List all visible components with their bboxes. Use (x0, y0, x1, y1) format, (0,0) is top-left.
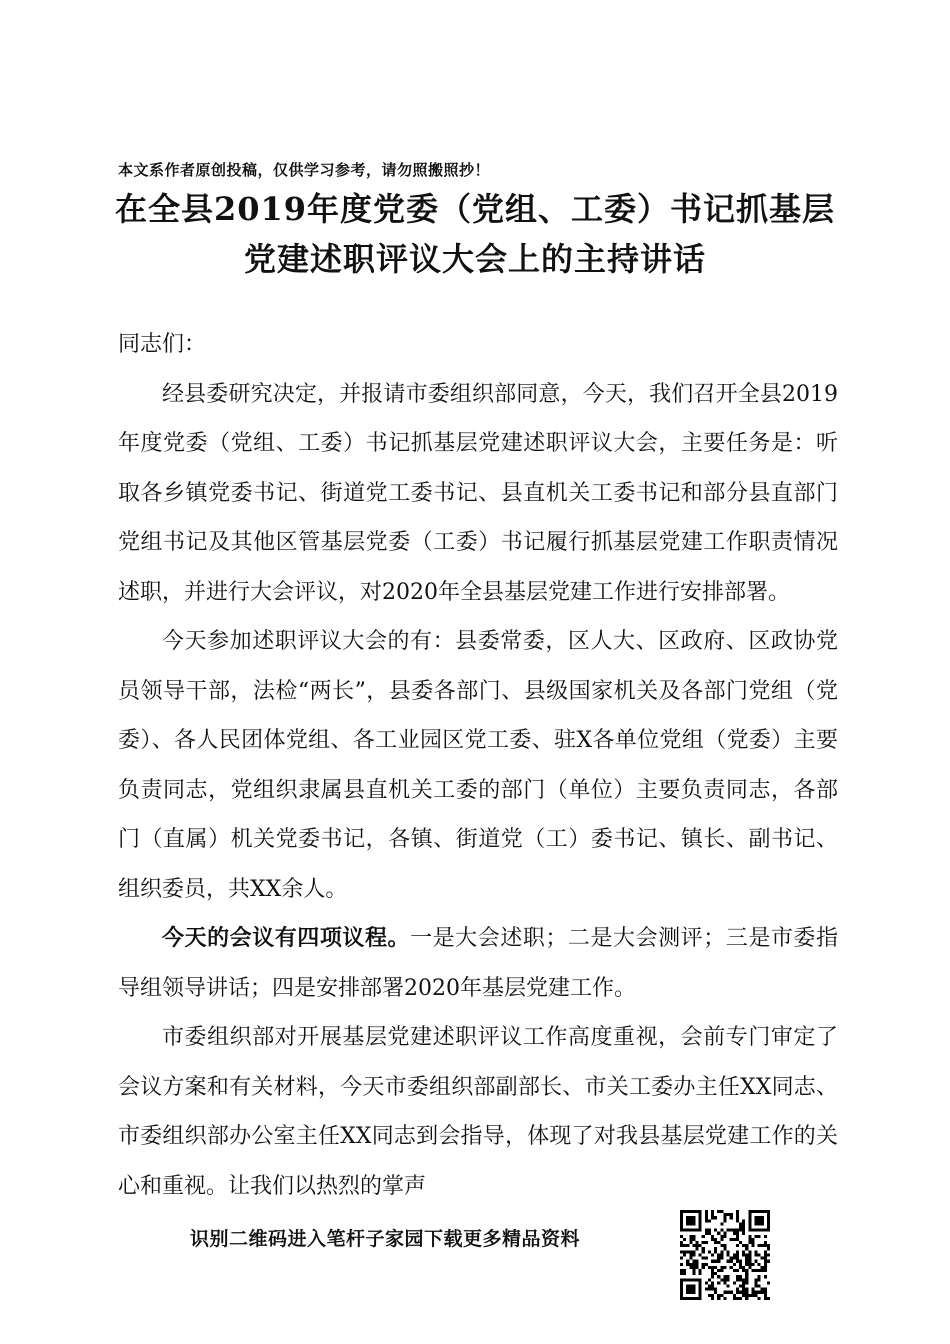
document-title: 在全县2019年度党委（党组、工委）书记抓基层党建述职评议大会上的主持讲话 (114, 190, 836, 278)
paragraph-text: 一是大会述职；二是大会测评；三是市委指导组领导讲话；四是安排部署2020年基层党建工作。 (118, 926, 838, 1001)
paragraph (118, 617, 838, 914)
paragraph-text: 今天参加述职评议大会的有：县委常委，区人大、区政府、区政协党员领导干部，法检“两长”，县委各部门、县级国家机关及各部门党组（党委）、各人民团体党组、各工业园区党工委、驻X各单位党组（党委）主要负责同志，党组织隶属县直机关工委的部门（单位）主要负责同志，各部门（直属）机关党委书记，各镇、街道党（工）委书记、镇长、副书记、组织委员，共XX余人。 (118, 629, 838, 902)
download-note: 识别二维码进入笔杆子家园下载更多精品资料 (190, 1228, 581, 1250)
salutation: 同志们： (118, 332, 207, 357)
document-body (118, 320, 838, 1211)
paragraph (118, 1013, 838, 1211)
paragraph (118, 914, 838, 1013)
qr-code-icon[interactable] (680, 1210, 770, 1300)
paragraph-lead: 今天的会议有四项议程。 (162, 925, 411, 951)
copyright-notice: 本文系作者原创投稿，仅供学习参考，请勿照搬照抄！ (118, 161, 491, 179)
paragraph (118, 370, 838, 618)
paragraph-text: 市委组织部对开展基层党建述职评议工作高度重视，会前专门审定了会议方案和有关材料，今天市委组织部副部长、市关工委办主任XX同志、市委组织部办公室主任XX同志到会指导，体现了对我县基层党建工作的关心和重视。让我们以热烈的掌声 (118, 1025, 838, 1199)
paragraph-text: 经县委研究决定，并报请市委组织部同意，今天，我们召开全县2019年度党委（党组、工委）书记抓基层党建述职评议大会，主要任务是：听取各乡镇党委书记、街道党工委书记、县直机关工委书记和部分县直部门党组书记及其他区管基层党委（工委）书记履行抓基层党建工作职责情况述职，并进行大会评议，对2020年全县基层党建工作进行安排部署。 (118, 381, 838, 605)
